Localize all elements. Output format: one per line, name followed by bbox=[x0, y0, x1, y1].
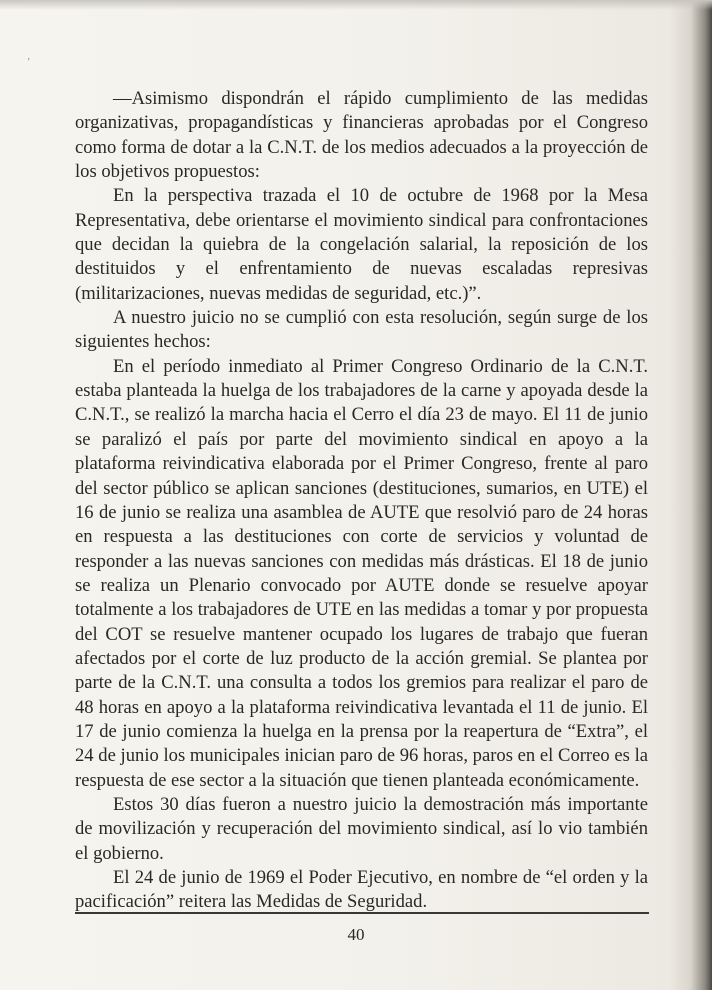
page-number: 40 bbox=[347, 925, 365, 944]
paragraph-2: En la perspectiva trazada el 10 de octubre de 1968 por la Mesa Representativa, debe orientarse el movimiento sindical para confrontaciones que decidan la quiebra de la congelación salarial, la reposición de los destituidos y el enfrentamiento de nuevas escaladas represivas (militarizaciones, nuevas medidas de seguridad, etc.)”. bbox=[75, 185, 648, 304]
paragraph-4: En el período inmediato al Primer Congreso Ordinario de la C.N.T. estaba planteada la huelga de los trabajadores de la carne y apoyada desde la C.N.T., se realizó la marcha hacia el Cerro el día 23 de mayo. El 11 de junio se paralizó el país por parte del movimiento sindical en apoyo a la plataforma reivindicativa elaborada por el Primer Congreso, frente al paro del sector público se aplican sanciones (destituciones, sumarios, en UTE) el 16 de junio se realiza una asamblea de AUTE que resolvió paro de 24 horas en respuesta a las destituciones con corte de servicios y voluntad de responder a las nuevas sanciones con medidas más drásticas. El 18 de junio se realiza un Plenario convocado por AUTE donde se resuelve apoyar totalmente a los trabajadores de UTE en las medidas a tomar y por propuesta del COT se resuelve mantener ocupado los lugares de trabajo que fueran afectados por el corte de luz producto de la acción gremial. Se plantea por parte de la C.N.T. una consulta a todos los gremios para realizar el paro de 48 horas en apoyo a la plataforma reivindicativa levantada el 11 de junio. El 17 de junio comienza la huelga en la prensa por la reapertura de “Extra”, el 24 de junio los municipales inician paro de 96 horas, paros en el Correo es la respuesta de ese sector a la situación que tienen planteada económicamente. bbox=[75, 355, 648, 791]
paragraph-1: —Asimismo dispondrán el rápido cumplimiento de las medidas organizativas, propagandísticas y financieras aprobadas por el Congreso como forma de dotar a la C.N.T. de los medios adecuados a la proyección de los objetivos propuestos: bbox=[75, 88, 648, 183]
footer-rule bbox=[75, 912, 649, 914]
page-top-shadow bbox=[0, 0, 712, 10]
paragraph-6: El 24 de junio de 1969 el Poder Ejecutivo, en nombre de “el orden y la pacificación” reitera las Medidas de Seguridad. bbox=[75, 867, 648, 913]
corner-mark: ’ bbox=[27, 57, 31, 68]
paragraph-5: Estos 30 días fueron a nuestro juicio la demostración más importante de movilización y recuperación del movimiento sindical, así lo vio también el gobierno. bbox=[75, 793, 648, 864]
body-text bbox=[75, 87, 648, 915]
paragraph-3: A nuestro juicio no se cumplió con esta resolución, según surge de los siguientes hechos: bbox=[75, 307, 648, 353]
